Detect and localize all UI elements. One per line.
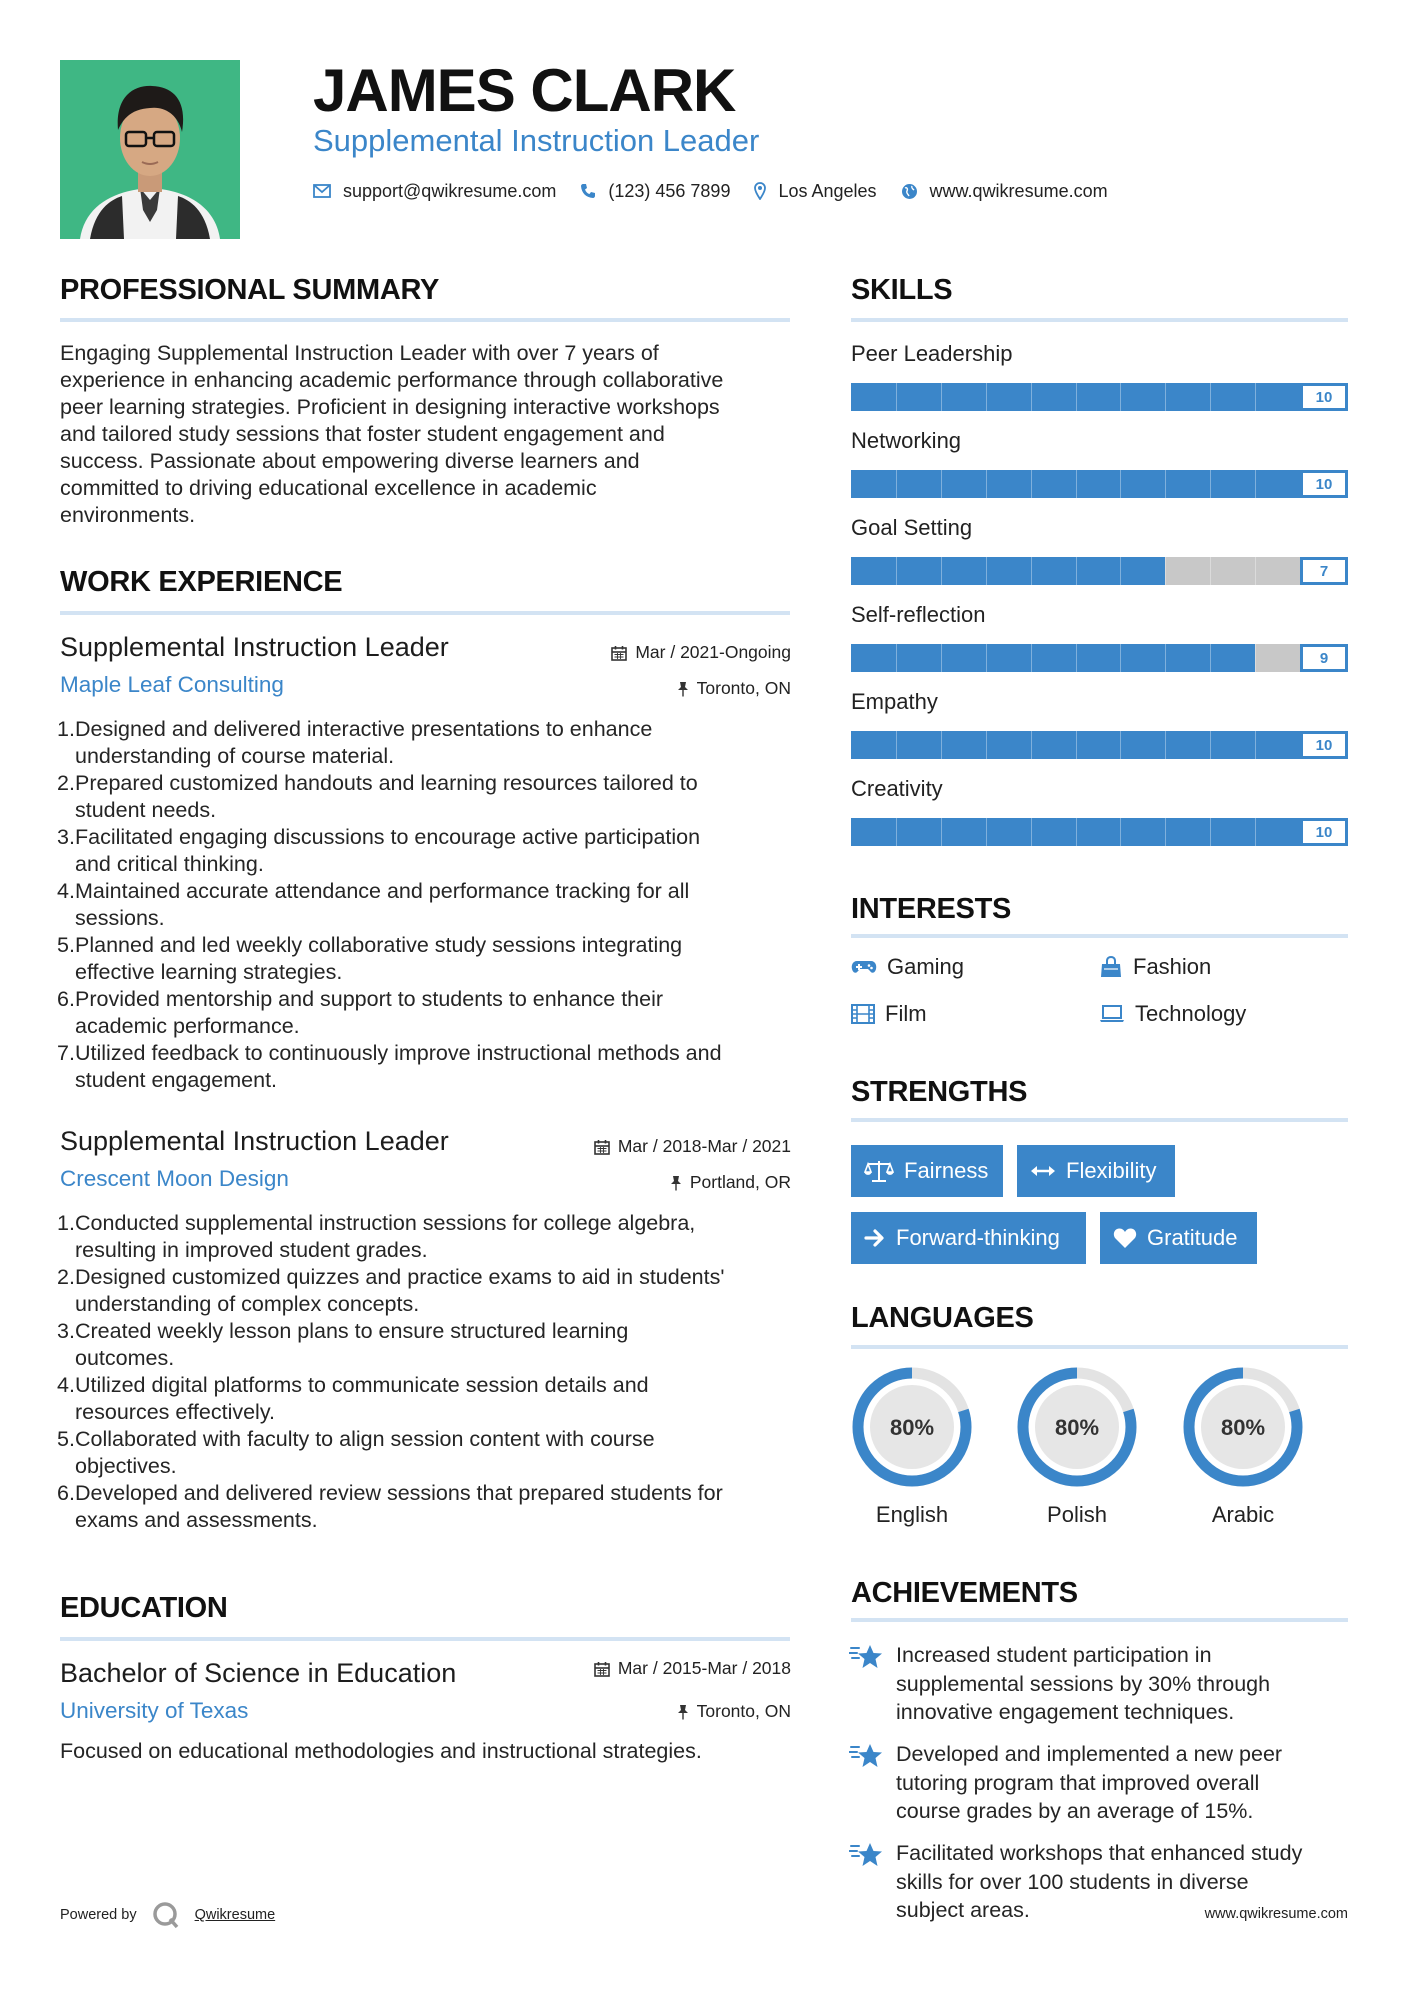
job-1-responsibilities bbox=[57, 716, 802, 1094]
skill-bar-fill bbox=[851, 557, 1165, 585]
achievement-line: course grades by an average of 15%. bbox=[896, 1799, 1254, 1823]
gamepad-icon bbox=[851, 959, 877, 975]
heart-icon bbox=[1113, 1227, 1137, 1249]
list-item-line: effective learning strategies. bbox=[75, 960, 343, 984]
strength-label: Fairness bbox=[904, 1158, 989, 1183]
skill-bar-segment bbox=[1210, 383, 1211, 411]
skill-bar-fill bbox=[851, 731, 1348, 759]
contact-website-text: www.qwikresume.com bbox=[929, 180, 1108, 201]
job-1-title: Supplemental Instruction Leader bbox=[60, 632, 449, 662]
contact-location-text: Los Angeles bbox=[778, 180, 877, 201]
skill-bar-segment bbox=[1165, 470, 1166, 498]
skill-bar-segment bbox=[986, 731, 987, 759]
language-percent: 80% bbox=[1054, 1415, 1100, 1440]
work-heading: WORK EXPERIENCE bbox=[60, 566, 343, 598]
list-item-line: Developed and delivered review sessions that prepared students for bbox=[75, 1481, 723, 1505]
skill-level-badge: 10 bbox=[1300, 731, 1348, 759]
skill-bar-segment bbox=[986, 383, 987, 411]
skill-bar-segment bbox=[1076, 557, 1077, 585]
interest-film bbox=[851, 1001, 927, 1027]
skill-bar-segment bbox=[1031, 731, 1032, 759]
skill-bar-segment bbox=[1165, 644, 1166, 672]
strength-chip bbox=[851, 1145, 1003, 1197]
education-dates bbox=[540, 1658, 791, 1679]
skill-bar-segment bbox=[941, 818, 942, 846]
skill-bar bbox=[851, 644, 1348, 672]
summary-line: and tailored study sessions that foster student engagement and bbox=[60, 422, 665, 446]
skill-bar-segment bbox=[941, 470, 942, 498]
summary-line: experience in enhancing academic performance through collaborative bbox=[60, 368, 724, 392]
map-pin-icon bbox=[754, 182, 766, 200]
skill-bar-segment bbox=[1031, 470, 1032, 498]
skill-level-badge: 7 bbox=[1300, 557, 1348, 585]
interest-label: Fashion bbox=[1133, 954, 1212, 979]
list-item-line: sessions. bbox=[75, 906, 165, 930]
languages-rule bbox=[851, 1345, 1348, 1349]
film-icon bbox=[851, 1004, 875, 1024]
skill-bar-segment bbox=[1120, 383, 1121, 411]
contact-email[interactable] bbox=[313, 181, 556, 202]
achievement-line: Facilitated workshops that enhanced study bbox=[896, 1841, 1303, 1865]
list-item-line: objectives. bbox=[75, 1454, 177, 1478]
list-item-line: Prepared customized handouts and learning resources tailored to bbox=[75, 771, 698, 795]
list-item-line: Facilitated engaging discussions to encourage active participation bbox=[75, 825, 701, 849]
job-2-dates bbox=[540, 1136, 791, 1157]
strength-label: Gratitude bbox=[1147, 1225, 1238, 1250]
list-item-line: Maintained accurate attendance and performance tracking for all bbox=[75, 879, 690, 903]
summary-line: peer learning strategies. Proficient in designing interactive workshops bbox=[60, 395, 720, 419]
skill-bar-segment bbox=[1076, 383, 1077, 411]
education-school: University of Texas bbox=[60, 1698, 249, 1723]
education-location bbox=[560, 1701, 791, 1722]
achievement-item bbox=[896, 1740, 1346, 1826]
list-item-line: outcomes. bbox=[75, 1346, 175, 1370]
skill-bar-segment bbox=[941, 557, 942, 585]
skill-bar-segment bbox=[896, 383, 897, 411]
work-rule bbox=[60, 611, 790, 615]
candidate-title: Supplemental Instruction Leader bbox=[313, 123, 760, 158]
education-location-text: Toronto, ON bbox=[696, 1701, 791, 1721]
achievement-line: tutoring program that improved overall bbox=[896, 1770, 1260, 1795]
skill-bar-segment bbox=[1120, 818, 1121, 846]
contact-phone-text: (123) 456 7899 bbox=[608, 180, 731, 201]
interests-heading: INTERESTS bbox=[851, 893, 1012, 925]
skill-bar-segment bbox=[1076, 644, 1077, 672]
interest-label: Film bbox=[885, 1001, 927, 1026]
list-item-line: exams and assessments. bbox=[75, 1508, 318, 1532]
calendar-icon bbox=[611, 645, 627, 661]
list-item-line: student needs. bbox=[75, 798, 217, 822]
shopping-bag-icon bbox=[1099, 956, 1123, 978]
calendar-icon bbox=[594, 1139, 610, 1155]
list-item: 3. Created weekly lesson plans to ensure structured learning outcomes. bbox=[57, 1318, 802, 1372]
achievement-line: subject areas. bbox=[896, 1898, 1030, 1922]
list-item: 6. Provided mentorship and support to students to enhance their academic performance. bbox=[57, 986, 802, 1040]
contact-email-text: support@qwikresume.com bbox=[343, 180, 557, 201]
language-name: Polish bbox=[1047, 1502, 1107, 1527]
skill-bar-segment bbox=[1210, 818, 1211, 846]
qwikresume-link[interactable]: Qwikresume bbox=[194, 1907, 276, 1923]
job-2-responsibilities bbox=[57, 1210, 802, 1534]
list-item-line: Designed and delivered interactive presentations to enhance bbox=[75, 717, 653, 741]
achievement-item bbox=[896, 1641, 1346, 1727]
skill-bar-segment bbox=[896, 818, 897, 846]
skill-bar-segment bbox=[941, 731, 942, 759]
avatar-portrait-icon bbox=[60, 60, 240, 239]
interest-label: Technology bbox=[1135, 1001, 1247, 1026]
candidate-name: JAMES CLARK bbox=[313, 57, 736, 124]
list-item: 2. Designed customized quizzes and practice exams to aid in students' understanding of complex concepts. bbox=[57, 1264, 802, 1318]
strengths-heading: STRENGTHS bbox=[851, 1076, 1028, 1108]
education-heading: EDUCATION bbox=[60, 1592, 228, 1624]
arrow-right-icon bbox=[864, 1228, 886, 1248]
job-1-company: Maple Leaf Consulting bbox=[60, 672, 284, 697]
skill-bar-segment bbox=[1031, 644, 1032, 672]
job-2-location-text: Portland, OR bbox=[689, 1172, 791, 1192]
job-2-dates-text: Mar / 2018-Mar / 2021 bbox=[617, 1136, 791, 1156]
interest-technology bbox=[1099, 1001, 1246, 1027]
list-item: 4. Utilized digital platforms to communicate session details and resources effectively. bbox=[57, 1372, 802, 1426]
strength-label: Forward-thinking bbox=[896, 1225, 1060, 1250]
powered-by-label: Powered by bbox=[60, 1907, 137, 1923]
skill-bar-segment bbox=[1165, 731, 1166, 759]
skill-bar-segment bbox=[1165, 557, 1166, 585]
skill-bar-segment bbox=[1120, 470, 1121, 498]
list-item-line: student engagement. bbox=[75, 1068, 278, 1092]
skill-bar-segment bbox=[1120, 557, 1121, 585]
list-item-line: Utilized digital platforms to communicate session details and bbox=[75, 1373, 649, 1397]
skill-bar-segment bbox=[1031, 557, 1032, 585]
list-item-line: Collaborated with faculty to align session content with course bbox=[75, 1427, 655, 1451]
interest-label: Gaming bbox=[887, 954, 965, 979]
achievement-line: Increased student participation in bbox=[896, 1643, 1212, 1667]
job-2-company: Crescent Moon Design bbox=[60, 1166, 289, 1191]
skill-bar-segment bbox=[1255, 470, 1256, 498]
list-item-line: and critical thinking. bbox=[75, 852, 264, 876]
language-ring bbox=[849, 1364, 975, 1490]
skill-bar-segment bbox=[1031, 383, 1032, 411]
interest-gaming bbox=[851, 954, 964, 980]
skill-name: Empathy bbox=[851, 689, 938, 714]
star-badge-icon bbox=[849, 1742, 883, 1772]
skill-bar-segment bbox=[1076, 818, 1077, 846]
skills-rule bbox=[851, 318, 1348, 322]
skill-bar-segment bbox=[1210, 470, 1211, 498]
skill-bar-segment bbox=[896, 644, 897, 672]
skill-bar-segment bbox=[941, 644, 942, 672]
job-2-title: Supplemental Instruction Leader bbox=[60, 1126, 449, 1156]
balance-scale-icon bbox=[864, 1159, 894, 1183]
skill-bar-fill bbox=[851, 470, 1348, 498]
skill-name: Creativity bbox=[851, 776, 943, 801]
qwikresume-logo-icon bbox=[151, 1900, 181, 1930]
language-ring bbox=[1014, 1364, 1140, 1490]
globe-icon bbox=[901, 183, 918, 200]
pushpin-icon bbox=[677, 1704, 689, 1720]
skill-bar-segment bbox=[1255, 383, 1256, 411]
achievement-line: skills for over 100 students in diverse bbox=[896, 1869, 1249, 1894]
achievement-line: supplemental sessions by 30% through bbox=[896, 1671, 1271, 1696]
achievement-line: Developed and implemented a new peer bbox=[896, 1742, 1283, 1766]
skill-bar-segment bbox=[1255, 557, 1256, 585]
language-ring bbox=[1180, 1364, 1306, 1490]
language-name: Arabic bbox=[1211, 1502, 1275, 1527]
arrows-horizontal-icon bbox=[1030, 1164, 1056, 1178]
skill-bar-segment bbox=[1165, 818, 1166, 846]
skill-bar-segment bbox=[1076, 731, 1077, 759]
list-item: 1. Designed and delivered interactive presentations to enhance understanding of course material. bbox=[57, 716, 802, 770]
list-item-line: Planned and led weekly collaborative study sessions integrating bbox=[75, 933, 683, 957]
contact-phone[interactable] bbox=[580, 181, 730, 202]
education-rule bbox=[60, 1637, 790, 1641]
skill-name: Peer Leadership bbox=[851, 341, 1013, 366]
skill-bar-segment bbox=[1255, 731, 1256, 759]
list-item-line: Designed customized quizzes and practice exams to aid in students' bbox=[75, 1265, 725, 1289]
summary-line: committed to driving educational excellence in academic bbox=[60, 476, 597, 500]
pushpin-icon bbox=[670, 1175, 682, 1191]
skill-bar-segment bbox=[896, 470, 897, 498]
footer-website[interactable]: www.qwikresume.com bbox=[1204, 1906, 1348, 1922]
skill-bar-segment bbox=[1120, 731, 1121, 759]
language-name: English bbox=[875, 1502, 949, 1527]
summary-line: success. Passionate about empowering diverse learners and bbox=[60, 449, 640, 473]
skill-bar-fill bbox=[851, 383, 1348, 411]
skill-bar-segment bbox=[986, 470, 987, 498]
skill-bar-segment bbox=[1210, 731, 1211, 759]
skill-bar-segment bbox=[896, 557, 897, 585]
strength-label: Flexibility bbox=[1066, 1158, 1157, 1183]
contact-website[interactable] bbox=[901, 181, 1108, 202]
star-badge-icon bbox=[849, 1643, 883, 1673]
pushpin-icon bbox=[677, 681, 689, 697]
profile-photo bbox=[60, 60, 240, 239]
list-item-line: understanding of course material. bbox=[75, 744, 395, 768]
list-item-line: Utilized feedback to continuously improve instructional methods and bbox=[75, 1041, 722, 1065]
skill-bar-segment bbox=[1255, 644, 1256, 672]
skill-bar-segment bbox=[1210, 644, 1211, 672]
contact-location bbox=[754, 181, 876, 202]
interest-fashion bbox=[1099, 954, 1211, 980]
skill-bar bbox=[851, 818, 1348, 846]
skill-name: Self-reflection bbox=[851, 602, 986, 627]
skill-bar-segment bbox=[986, 644, 987, 672]
skills-heading: SKILLS bbox=[851, 274, 953, 306]
skill-bar bbox=[851, 557, 1348, 585]
skill-bar-segment bbox=[1031, 818, 1032, 846]
skill-name: Networking bbox=[851, 428, 962, 453]
list-item-line: Provided mentorship and support to students to enhance their bbox=[75, 987, 664, 1011]
skill-bar-fill bbox=[851, 818, 1348, 846]
skill-bar bbox=[851, 383, 1348, 411]
list-item: 5. Planned and led weekly collaborative study sessions integrating effective learning strategies. bbox=[57, 932, 802, 986]
contact-bar bbox=[313, 176, 1132, 206]
education-degree: Bachelor of Science in Education bbox=[60, 1658, 457, 1688]
list-item: 4. Maintained accurate attendance and performance tracking for all sessions. bbox=[57, 878, 802, 932]
skill-bar-segment bbox=[896, 731, 897, 759]
list-item: 1. Conducted supplemental instruction sessions for college algebra, resulting in improved student grades. bbox=[57, 1210, 802, 1264]
summary-text bbox=[60, 340, 800, 529]
education-description: Focused on educational methodologies and instructional strategies. bbox=[60, 1739, 702, 1763]
achievements-rule bbox=[851, 1618, 1348, 1622]
skill-level-badge: 10 bbox=[1300, 470, 1348, 498]
summary-line: Engaging Supplemental Instruction Leader with over 7 years of bbox=[60, 341, 659, 365]
education-dates-text: Mar / 2015-Mar / 2018 bbox=[617, 1658, 791, 1678]
summary-line: environments. bbox=[60, 503, 196, 527]
skill-name: Goal Setting bbox=[851, 515, 973, 540]
summary-rule bbox=[60, 318, 790, 322]
strength-chip bbox=[1017, 1145, 1175, 1197]
strength-chip bbox=[1100, 1212, 1257, 1264]
list-item: 3. Facilitated engaging discussions to encourage active participation and critical thinking. bbox=[57, 824, 802, 878]
skill-level-badge: 9 bbox=[1300, 644, 1348, 672]
list-item: 6. Developed and delivered review sessions that prepared students for exams and assessments. bbox=[57, 1480, 802, 1534]
interests-rule bbox=[851, 934, 1348, 938]
list-item: 2. Prepared customized handouts and learning resources tailored to student needs. bbox=[57, 770, 802, 824]
calendar-icon bbox=[594, 1661, 610, 1677]
strength-chip bbox=[851, 1212, 1086, 1264]
list-item-line: academic performance. bbox=[75, 1014, 300, 1038]
job-1-dates bbox=[560, 642, 791, 663]
list-item-line: Created weekly lesson plans to ensure structured learning bbox=[75, 1319, 629, 1343]
achievement-line: innovative engagement techniques. bbox=[896, 1700, 1235, 1724]
job-1-location-text: Toronto, ON bbox=[696, 678, 791, 698]
job-1-location bbox=[560, 678, 791, 699]
skill-bar bbox=[851, 731, 1348, 759]
skill-bar-segment bbox=[986, 818, 987, 846]
powered-by bbox=[60, 1900, 275, 1930]
laptop-icon bbox=[1099, 1005, 1125, 1023]
list-item-line: resulting in improved student grades. bbox=[75, 1238, 428, 1262]
skill-bar-segment bbox=[1255, 818, 1256, 846]
language-percent: 80% bbox=[1220, 1415, 1266, 1440]
skill-bar-fill bbox=[851, 644, 1255, 672]
skill-bar-segment bbox=[986, 557, 987, 585]
skill-bar-segment bbox=[941, 383, 942, 411]
list-item-line: resources effectively. bbox=[75, 1400, 275, 1424]
achievements-heading: ACHIEVEMENTS bbox=[851, 1577, 1078, 1609]
languages-heading: LANGUAGES bbox=[851, 1302, 1034, 1334]
skill-bar-segment bbox=[1210, 557, 1211, 585]
skill-level-badge: 10 bbox=[1300, 818, 1348, 846]
list-item-line: Conducted supplemental instruction sessions for college algebra, bbox=[75, 1211, 696, 1235]
job-1-dates-text: Mar / 2021-Ongoing bbox=[635, 642, 791, 662]
skill-level-badge: 10 bbox=[1300, 383, 1348, 411]
list-item-line: understanding of complex concepts. bbox=[75, 1292, 420, 1316]
summary-heading: PROFESSIONAL SUMMARY bbox=[60, 274, 440, 306]
skill-bar bbox=[851, 470, 1348, 498]
phone-icon bbox=[580, 183, 596, 199]
strengths-rule bbox=[851, 1118, 1348, 1122]
skill-bar-segment bbox=[1120, 644, 1121, 672]
skill-bar-segment bbox=[1076, 470, 1077, 498]
envelope-icon bbox=[313, 184, 331, 198]
list-item: 5. Collaborated with faculty to align session content with course objectives. bbox=[57, 1426, 802, 1480]
skill-bar-segment bbox=[1165, 383, 1166, 411]
job-2-location bbox=[560, 1172, 791, 1193]
list-item: 7. Utilized feedback to continuously improve instructional methods and student engagement. bbox=[57, 1040, 802, 1094]
star-badge-icon bbox=[849, 1841, 883, 1871]
language-percent: 80% bbox=[889, 1415, 935, 1440]
